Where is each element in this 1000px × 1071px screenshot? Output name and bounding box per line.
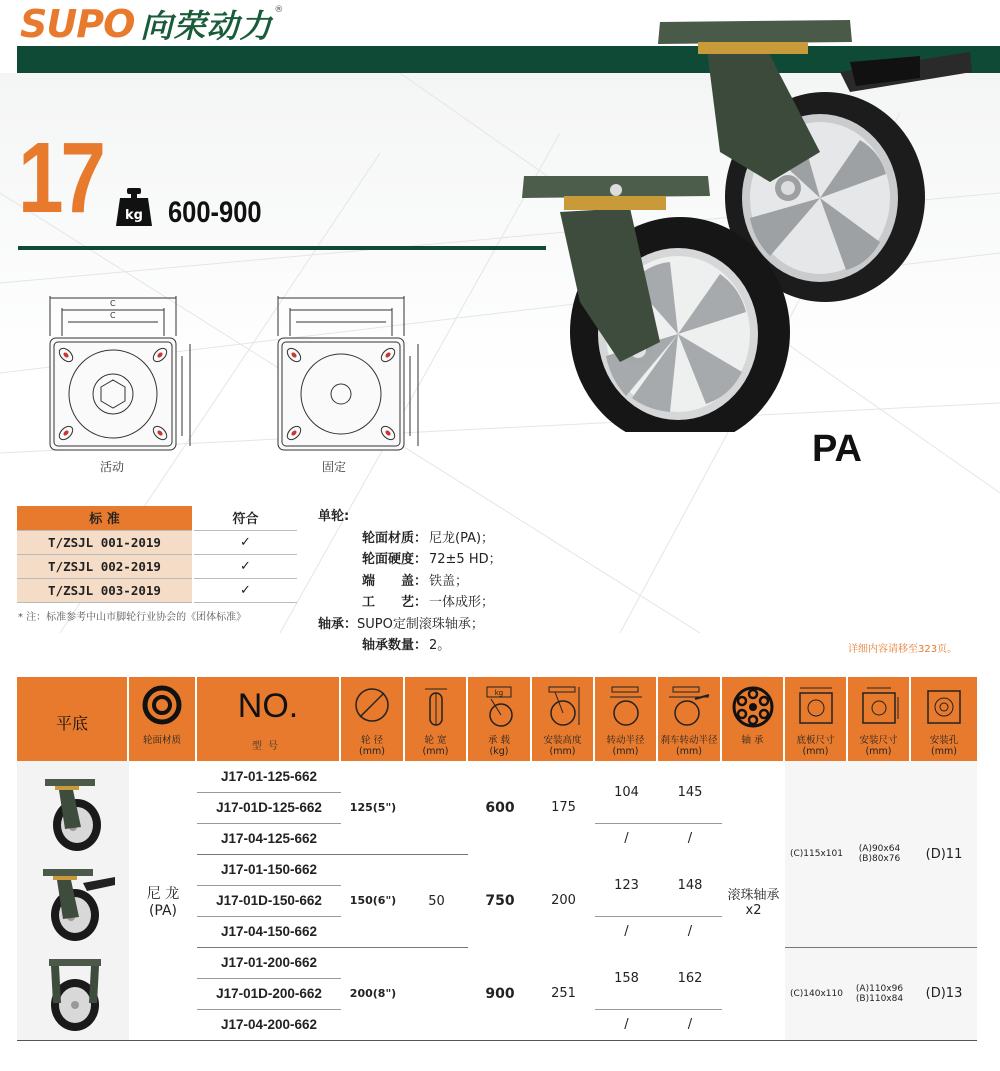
mount-size-icon xyxy=(857,685,901,729)
standards-table xyxy=(17,506,297,603)
header-model-label: 型号 xyxy=(252,741,284,752)
spec-value: 铁盖； xyxy=(429,573,469,589)
height-cell: 200 xyxy=(551,893,576,908)
load-range: 600-900 xyxy=(168,196,262,229)
row-divider xyxy=(595,1009,722,1010)
product-table xyxy=(17,677,977,1041)
row-divider xyxy=(197,792,341,793)
brake-radius-cell: 148 xyxy=(677,877,703,893)
header-bearing xyxy=(722,677,785,761)
brake-radius-cell: / xyxy=(687,924,693,939)
kg-label: kg xyxy=(125,208,143,223)
spec-row xyxy=(318,571,502,593)
fixed-caption: 固定 xyxy=(322,460,347,474)
spec-value: 一体成形； xyxy=(429,595,495,610)
wheel-specs xyxy=(318,506,502,657)
header-bearing-label: 轴 承 xyxy=(741,735,764,746)
group-divider xyxy=(197,947,468,948)
diameter-cell: 150(6") xyxy=(349,894,397,907)
model-number: J17-01D-150-662 xyxy=(216,893,322,908)
row-divider xyxy=(197,1009,341,1010)
header-no-label: NO. xyxy=(237,687,299,725)
spec-value: 尼龙(PA)； xyxy=(429,530,495,546)
table-row xyxy=(17,578,297,602)
header-mount-hole-label: 安装孔 (mm) xyxy=(929,735,959,757)
header-brake-radius-label: 刹车转动半径 (mm) xyxy=(660,735,718,757)
model-number: J17-01D-125-662 xyxy=(216,800,322,815)
row-divider xyxy=(197,978,341,979)
swivel-plate-diagram xyxy=(46,296,192,456)
standard-code: T/ZSJL 001-2019 xyxy=(17,530,193,554)
load-icon xyxy=(479,685,519,729)
brake-radius-icon xyxy=(667,685,711,729)
fixed-plate-diagram xyxy=(274,296,420,456)
swivel-radius-icon xyxy=(606,685,646,729)
header-mount-size-label: 安装尺寸 (mm) xyxy=(859,735,898,757)
mount-hole-cell: (D)13 xyxy=(925,986,963,1001)
bearing-row xyxy=(318,614,502,636)
tire-icon xyxy=(142,685,182,725)
header-material xyxy=(129,677,197,761)
brake-radius-cell: / xyxy=(687,831,693,846)
page-reference: 详细内容请移至323页。 xyxy=(848,644,958,655)
spec-row xyxy=(318,592,502,614)
brake-radius-cell: 162 xyxy=(677,970,703,986)
swivel-caption: 活动 xyxy=(100,460,125,474)
brand-logo xyxy=(20,2,283,46)
bearing-cell: 滚珠轴承 x2 xyxy=(727,888,780,918)
brand-chinese: 向荣动力 xyxy=(140,7,273,45)
brake-radius-cell: / xyxy=(687,1017,693,1032)
mount-size-cell: (A)110x96 (B)110x84 xyxy=(855,983,904,1004)
header-plate-size xyxy=(785,677,848,761)
row-divider xyxy=(595,916,722,917)
mount-size-cell: (A)90x64 (B)80x76 xyxy=(858,844,901,864)
brake-radius-cell: 145 xyxy=(677,784,703,800)
diameter-cell: 125(5") xyxy=(349,801,397,814)
header-swivel-radius xyxy=(595,677,658,761)
bearing-qty-value: 2。 xyxy=(429,638,451,653)
dim-label-b: C xyxy=(110,311,116,320)
bearing-qty-key: 轴承数量： xyxy=(361,638,427,653)
check-icon: ✓ xyxy=(193,530,297,554)
spec-key: 轮面材质： xyxy=(361,530,427,546)
row-divider xyxy=(197,916,341,917)
header-brake-radius xyxy=(658,677,722,761)
model-number: J17-01D-200-662 xyxy=(216,986,322,1001)
group-divider xyxy=(785,947,977,948)
header-base-label: 平底 xyxy=(55,714,88,733)
mount-hole-icon xyxy=(922,685,966,729)
width-cell: 50 xyxy=(428,893,445,909)
table-bottom-rule xyxy=(17,1040,977,1041)
material-cell: 尼 龙 (PA) xyxy=(146,886,180,919)
brake-caster-thumbnail xyxy=(33,865,117,945)
load-cell: 600 xyxy=(485,799,515,816)
spec-key: 轮面硬度： xyxy=(361,552,427,567)
mount-hole-cell: (D)11 xyxy=(925,846,963,862)
hero-rule xyxy=(18,246,546,250)
header-load xyxy=(468,677,532,761)
header-diameter-label: 轮 径 (mm) xyxy=(359,735,385,757)
header-width xyxy=(405,677,468,761)
group-divider xyxy=(197,854,468,855)
header-plate-size-label: 底板尺寸 (mm) xyxy=(796,735,835,757)
brand-latin: SUPO xyxy=(20,2,135,46)
bearing-qty-row xyxy=(318,635,502,657)
load-cell: 750 xyxy=(485,892,515,909)
row-divider xyxy=(197,823,341,824)
model-number: J17-04-150-662 xyxy=(220,924,318,939)
header-swivel-radius-label: 转动半径 (mm) xyxy=(606,735,645,757)
standards-header-compliant: 符合 xyxy=(193,506,297,530)
bearing-key: 轴承： xyxy=(318,616,358,632)
series-number: 17 xyxy=(18,122,103,234)
height-cell: 175 xyxy=(551,800,576,815)
load-cell: 900 xyxy=(485,985,515,1002)
spec-row xyxy=(318,549,502,571)
swivel-caster-thumbnail xyxy=(35,775,115,855)
height-cell: 251 xyxy=(551,986,576,1001)
spec-key: 端 盖： xyxy=(361,573,427,589)
standards-note: * 注：标准参考中山市脚轮行业协会的《团体标准》 xyxy=(18,612,247,623)
header-height xyxy=(532,677,595,761)
material-tag: PA xyxy=(812,428,862,470)
spec-key: 工 艺： xyxy=(361,595,427,610)
header-diameter xyxy=(341,677,405,761)
swivel-radius-cell: 123 xyxy=(614,877,639,893)
check-icon: ✓ xyxy=(193,554,297,578)
spec-row xyxy=(318,528,502,550)
table-row xyxy=(17,554,297,578)
model-number: J17-01-150-662 xyxy=(220,862,318,877)
swivel-radius-cell: / xyxy=(624,1017,629,1032)
header-model-no xyxy=(197,677,341,761)
registered-mark: ® xyxy=(274,5,284,15)
plate-size-cell: (C)115x101 xyxy=(790,849,843,859)
diameter-cell: 200(8") xyxy=(349,987,397,1000)
model-number: J17-01-125-662 xyxy=(220,769,318,784)
diameter-icon xyxy=(352,685,392,725)
bearing-value: SUPO定制滚珠轴承； xyxy=(357,616,484,632)
spec-value: 72±5 HD； xyxy=(429,552,502,567)
swivel-radius-cell: 158 xyxy=(614,970,639,986)
row-divider xyxy=(595,823,722,824)
bearing-icon xyxy=(731,685,775,729)
header-base xyxy=(17,677,129,761)
standard-code: T/ZSJL 002-2019 xyxy=(17,554,193,578)
swivel-radius-cell: / xyxy=(624,924,629,939)
model-number: J17-04-200-662 xyxy=(220,1017,318,1032)
check-icon: ✓ xyxy=(193,578,297,602)
header-mount-size xyxy=(848,677,911,761)
mount-height-icon xyxy=(543,685,583,729)
table-row xyxy=(17,530,297,554)
svg-text:kg: kg xyxy=(494,689,504,697)
standards-header-standard: 标 准 xyxy=(17,506,193,530)
caster-wheel-image xyxy=(520,12,990,432)
fixed-caster-thumbnail xyxy=(37,955,113,1035)
header-height-label: 安装高度 (mm) xyxy=(543,735,582,757)
dim-label-c: C xyxy=(110,299,116,308)
header-width-label: 轮 宽 (mm) xyxy=(422,735,449,757)
model-number: J17-01-200-662 xyxy=(220,955,318,970)
plate-size-cell: (C)140x110 xyxy=(790,988,843,999)
header-mount-hole xyxy=(911,677,977,761)
model-number: J17-04-125-662 xyxy=(220,831,318,846)
standard-code: T/ZSJL 003-2019 xyxy=(17,578,193,602)
header-load-label: 承 载 (kg) xyxy=(487,735,511,757)
header-material-label: 轮面材质 xyxy=(142,735,181,746)
swivel-radius-cell: 104 xyxy=(614,784,639,800)
weight-icon xyxy=(114,186,154,228)
specs-title: 单轮: xyxy=(318,509,350,524)
tread-width-icon xyxy=(421,685,451,729)
plate-size-icon xyxy=(794,685,838,729)
row-divider xyxy=(197,885,341,886)
swivel-radius-cell: / xyxy=(624,831,629,846)
